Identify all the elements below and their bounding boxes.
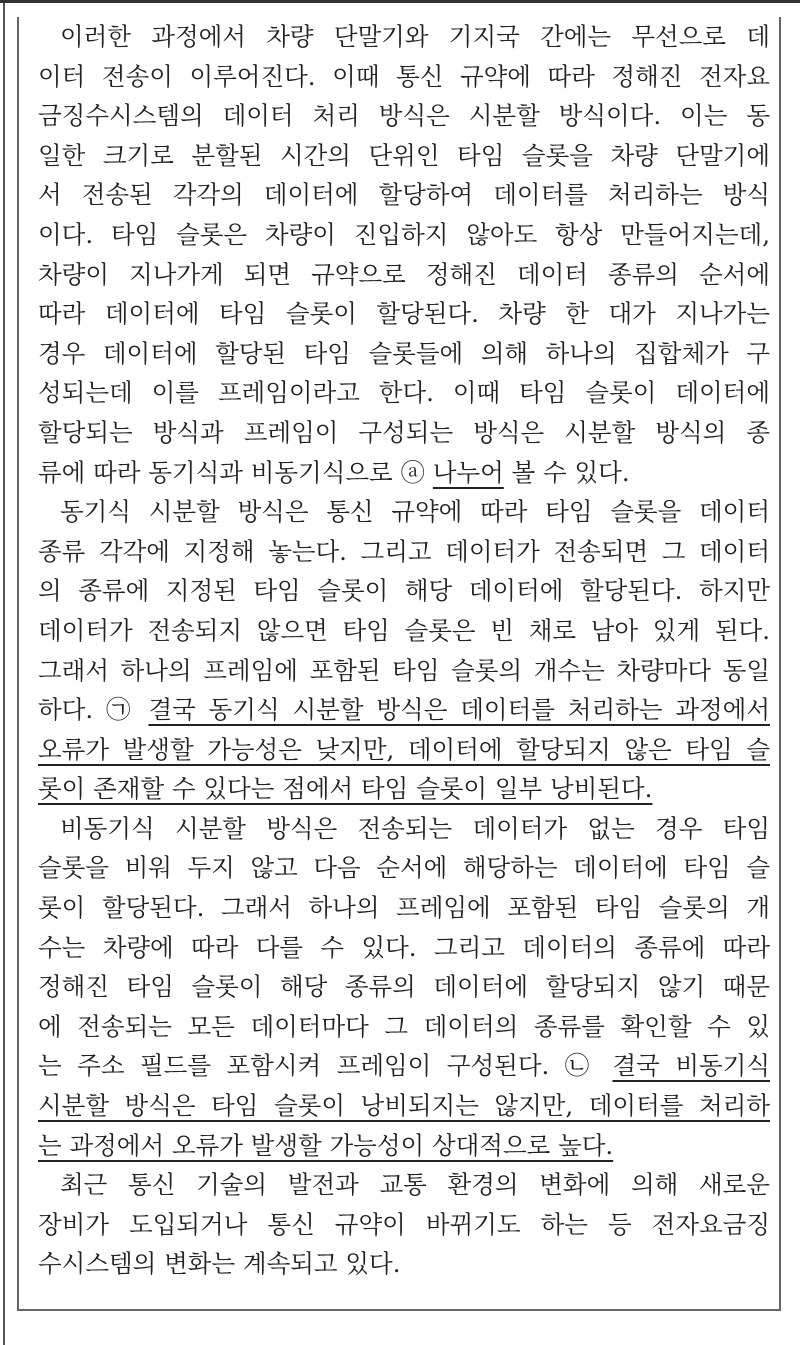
line-text: 슬롯을 비워 두지 않고 다음 순서에 해당하는 데이터에 타임 슬 xyxy=(38,853,770,883)
underlined-text: 결국 동기식 시분할 방식은 데이터를 처리하는 과정에서 xyxy=(148,695,770,725)
top-rule xyxy=(0,0,800,3)
passage-line xyxy=(38,1126,770,1166)
line-text: 하다. ㉠ xyxy=(38,695,149,725)
passage-line xyxy=(38,1046,770,1086)
line-text: 이터 전송이 이루어진다. 이때 통신 규약에 따라 정해진 전자요 xyxy=(38,61,770,91)
underlined-text: 는 과정에서 오류가 발생할 가능성이 상대적으로 높다. xyxy=(38,1130,614,1160)
passage-line xyxy=(38,1165,770,1205)
passage-line xyxy=(38,611,770,651)
underlined-text: 시분할 방식은 타임 슬롯이 낭비되지는 않지만, 데이터를 처리하 xyxy=(38,1091,770,1121)
line-text: 동기식 시분할 방식은 통신 규약에 따라 타임 슬롯을 데이터 xyxy=(60,497,770,527)
underlined-text: 결국 비동기식 xyxy=(612,1051,770,1081)
passage-line xyxy=(38,334,770,374)
passage-line xyxy=(38,769,770,809)
line-text: 따라 데이터에 타임 슬롯이 할당된다. 차량 한 대가 지나가는 xyxy=(38,299,770,329)
line-text: 그래서 하나의 프레임에 포함된 타임 슬롯의 개수는 차량마다 동일 xyxy=(38,655,770,685)
passage-line xyxy=(38,57,770,97)
line-text: 수는 차량에 따라 다를 수 있다. 그리고 데이터의 종류에 따라 xyxy=(38,932,770,962)
passage-line xyxy=(38,175,770,215)
passage-line xyxy=(38,453,770,493)
passage-line xyxy=(38,373,770,413)
line-text: 이러한 과정에서 차량 단말기와 기지국 간에는 무선으로 데 xyxy=(60,22,770,51)
line-text: 일한 크기로 분할된 시간의 단위인 타임 슬롯을 차량 단말기에 xyxy=(38,140,770,170)
passage-line xyxy=(38,136,770,176)
passage-line xyxy=(38,888,770,928)
passage-line xyxy=(38,1086,770,1126)
passage-line xyxy=(38,967,770,1007)
underlined-text: 롯이 존재할 수 있다는 점에서 타임 슬롯이 일부 낭비된다. xyxy=(38,774,653,804)
line-text: 경우 데이터에 할당된 타임 슬롯들에 의해 하나의 집합체가 구 xyxy=(38,338,770,368)
line-text: 의 종류에 지정된 타임 슬롯이 해당 데이터에 할당된다. 하지만 xyxy=(38,576,770,606)
passage-line xyxy=(38,294,770,334)
passage-line xyxy=(38,1007,770,1047)
line-text: 차량이 지나가게 되면 규약으로 정해진 데이터 종류의 순서에 xyxy=(38,259,770,289)
line-text: 금징수시스템의 데이터 처리 방식은 시분할 방식이다. 이는 동 xyxy=(38,101,770,131)
line-text: 데이터가 전송되지 않으면 타임 슬롯은 빈 채로 남아 있게 된다. xyxy=(38,615,770,645)
line-text: 수시스템의 변화는 계속되고 있다. xyxy=(38,1249,401,1279)
passage-text xyxy=(38,17,770,1284)
passage-line xyxy=(38,848,770,888)
line-text: 정해진 타임 슬롯이 해당 종류의 데이터에 할당되지 않기 때문 xyxy=(38,972,770,1002)
passage-line xyxy=(38,96,770,136)
passage-line xyxy=(38,730,770,770)
line-text: 는 주소 필드를 포함시켜 프레임이 구성된다. ㉡ xyxy=(38,1051,613,1081)
passage-line xyxy=(38,571,770,611)
underlined-text: 오류가 발생할 가능성은 낮지만, 데이터에 할당되지 않은 타임 슬 xyxy=(38,734,770,764)
passage-line xyxy=(38,532,770,572)
line-text: 류에 따라 동기식과 비동기식으로 ⓐ xyxy=(38,457,433,487)
passage-line xyxy=(38,809,770,849)
page-margin-line xyxy=(3,3,5,1345)
line-text: 비동기식 시분할 방식은 전송되는 데이터가 없는 경우 타임 xyxy=(60,813,770,843)
passage-line xyxy=(38,215,770,255)
passage-line xyxy=(38,1205,770,1245)
passage-line xyxy=(38,690,770,730)
underlined-text: 나누어 xyxy=(432,457,504,487)
passage-line xyxy=(38,928,770,968)
line-text: 에 전송되는 모든 데이터마다 그 데이터의 종류를 확인할 수 있 xyxy=(38,1011,770,1041)
passage-line xyxy=(38,651,770,691)
passage-line xyxy=(38,1244,770,1284)
line-text: 할당되는 방식과 프레임이 구성되는 방식은 시분할 방식의 종 xyxy=(38,417,770,447)
line-text: 볼 수 있다. xyxy=(503,457,630,487)
line-text: 장비가 도입되거나 통신 규약이 바뀌기도 하는 등 전자요금징 xyxy=(38,1209,770,1239)
passage-line xyxy=(38,413,770,453)
passage-line xyxy=(38,492,770,532)
line-text: 롯이 할당된다. 그래서 하나의 프레임에 포함된 타임 슬롯의 개 xyxy=(38,893,770,923)
passage-line xyxy=(38,255,770,295)
line-text: 이다. 타임 슬롯은 차량이 진입하지 않아도 항상 만들어지는데, xyxy=(38,219,770,249)
line-text: 종류 각각에 지정해 놓는다. 그리고 데이터가 전송되면 그 데이터 xyxy=(38,536,770,566)
line-text: 최근 통신 기술의 발전과 교통 환경의 변화에 의해 새로운 xyxy=(60,1170,770,1200)
line-text: 성되는데 이를 프레임이라고 한다. 이때 타임 슬롯이 데이터에 xyxy=(38,378,770,408)
line-text: 서 전송된 각각의 데이터에 할당하여 데이터를 처리하는 방식 xyxy=(38,180,770,210)
passage-line xyxy=(38,17,770,57)
